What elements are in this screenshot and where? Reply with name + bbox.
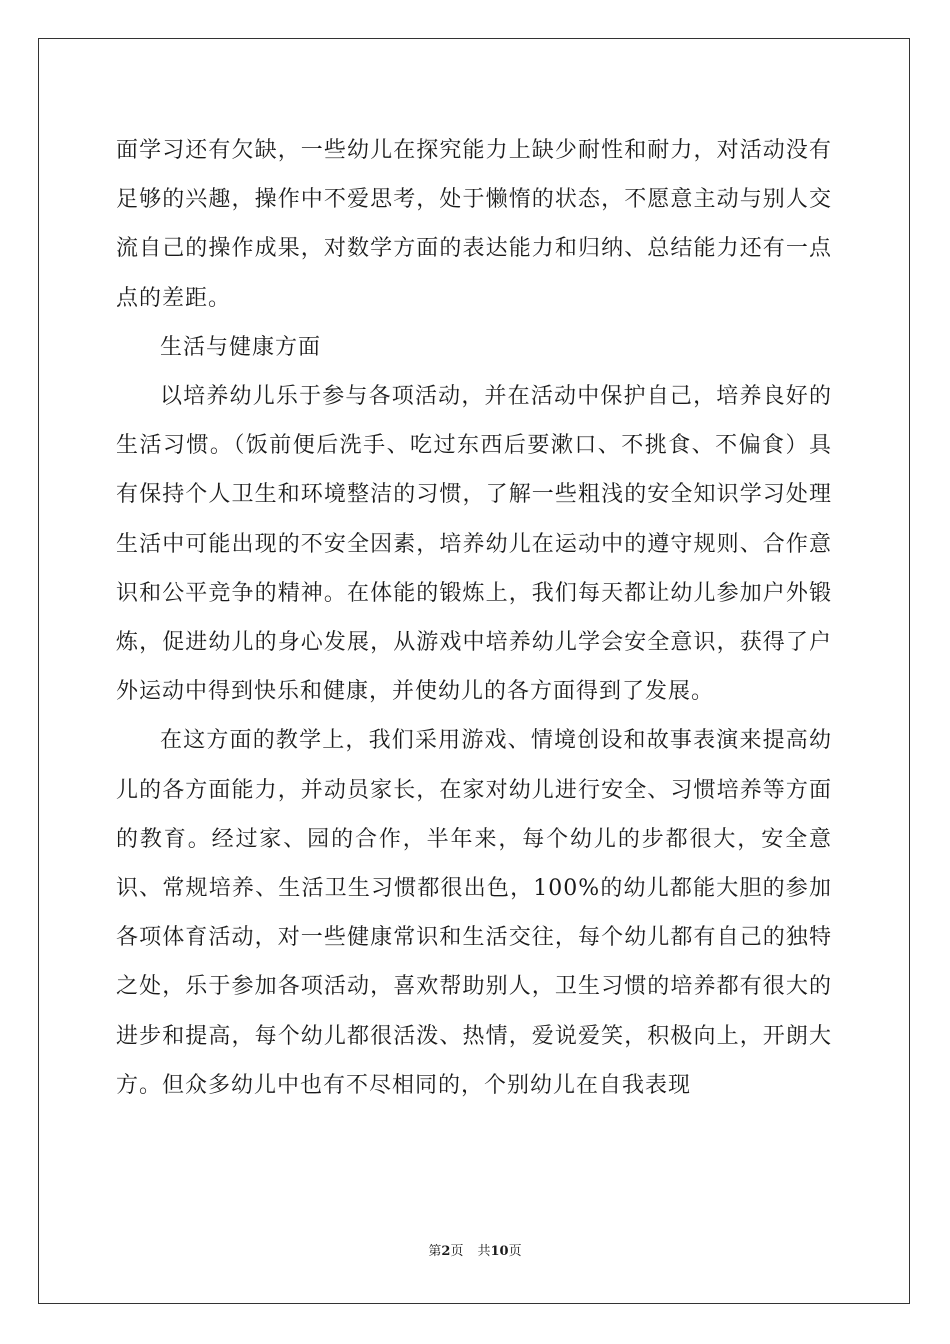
page-suffix: 页 (450, 1244, 464, 1259)
paragraph-4: 在这方面的教学上，我们采用游戏、情境创设和故事表演来提高幼儿的各方面能力，并动员家长，在家对幼儿进行安全、习惯培养等方面的教育。经过家、园的合作，半年来，每个幼儿的步都很大，安全意识、常规培养、生活卫生习惯都很出色，100%的幼儿都能大胆的参加各项体育活动，对一些健康常识和生活交往，每个幼儿都有自己的独特之处，乐于参加各项活动，喜欢帮助别人，卫生习惯的培养都有很大的进步和提高，每个幼儿都很活泼、热情，爱说爱笑，积极向上，开朗大方。但众多幼儿中也有不尽相同的，个别幼儿在自我表现 (116, 728, 832, 1098)
page-number: 2 (441, 1244, 451, 1259)
total-prefix: 共 (477, 1244, 491, 1259)
paragraph-1: 面学习还有欠缺，一些幼儿在探究能力上缺少耐性和耐力，对活动没有足够的兴趣，操作中不爱思考，处于懒惰的状态，不愿意主动与别人交流自己的操作成果，对数学方面的表达能力和归纳、总结能力还有一点点的差距。 (116, 138, 832, 311)
section-heading-life-health: 生活与健康方面 (160, 334, 322, 360)
document-body (116, 126, 832, 1110)
page-footer (0, 1243, 950, 1261)
page-prefix: 第 (428, 1244, 442, 1259)
total-pages: 10 (490, 1244, 509, 1259)
total-suffix: 页 (508, 1244, 522, 1259)
paragraph-3: 以培养幼儿乐于参与各项活动，并在活动中保护自己，培养良好的生活习惯。（饭前便后洗手、吃过东西后要漱口、不挑食、不偏食）具有保持个人卫生和环境整洁的习惯，了解一些粗浅的安全知识学习处理生活中可能出现的不安全因素，培养幼儿在运动中的遵守规则、合作意识和公平竞争的精神。在体能的锻炼上，我们每天都让幼儿参加户外锻炼，促进幼儿的身心发展，从游戏中培养幼儿学会安全意识，获得了户外运动中得到快乐和健康，并使幼儿的各方面得到了发展。 (116, 384, 832, 705)
